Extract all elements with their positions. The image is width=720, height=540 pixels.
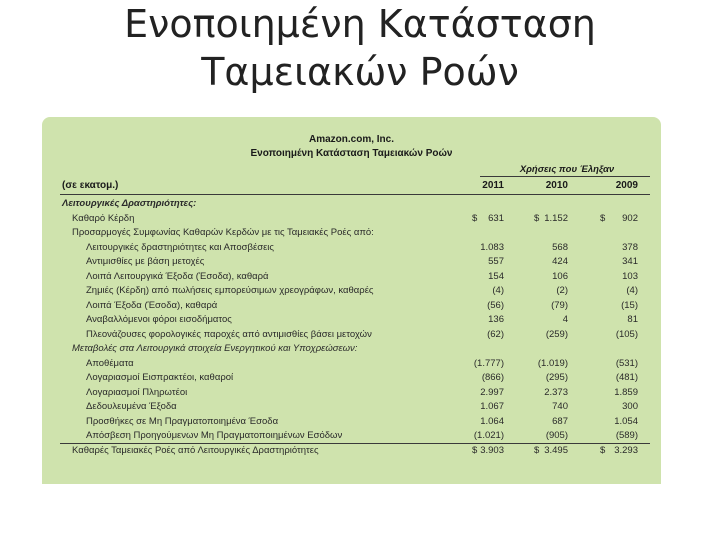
row-label: Λοιπά Έξοδα (Έσοδα), καθαρά [86, 299, 218, 311]
row-label: Αντιμισθίες με βάση μετοχές [86, 256, 205, 267]
row-label: Προσθήκες σε Μη Πραγματοποιημένα Έσοδα [86, 415, 279, 427]
company-name: Amazon.com, Inc. [308, 134, 394, 145]
table-row [42, 226, 661, 241]
row-label: Λογαριασμοί Πληρωτέοι [86, 386, 188, 398]
value-2010: 1.152 [544, 212, 568, 224]
table-row [42, 371, 661, 386]
value-2011: 1.064 [480, 415, 504, 427]
value-2010: 4 [562, 314, 568, 325]
row-label: Λοιπά Λειτουργικά Έξοδα (Έσοδα), καθαρά [86, 270, 269, 282]
slide-title [0, 0, 720, 96]
row-label: Αναβαλλόμενοι φόροι εισοδήματος [86, 314, 232, 325]
value-2010: 2.373 [544, 386, 568, 398]
value-2011: 631 [488, 212, 504, 224]
value-2009: (105) [615, 328, 638, 340]
value-2011: (56) [487, 299, 504, 311]
table-row [42, 342, 661, 357]
value-2010: (259) [545, 328, 568, 340]
value-2010: 740 [552, 401, 568, 412]
value-2009: 1.054 [614, 415, 638, 427]
slide-title-line1: Ενοποιημένη Κατάσταση [124, 2, 596, 46]
row-label: Καθαρές Ταμειακές Ροές από Λειτουργικές Δραστηριότητες [72, 444, 319, 456]
period-rule [480, 176, 650, 177]
table-row [42, 415, 661, 430]
value-2009: 1.859 [614, 386, 638, 398]
table-row [42, 386, 661, 401]
row-label: Πλεονάζουσες φορολογικές παροχές από αντιμισθίες βάσει μετοχών [86, 328, 372, 340]
total-row [42, 444, 661, 459]
header-rule [60, 194, 650, 195]
table-row [42, 241, 661, 256]
currency-symbol: $ [534, 444, 540, 456]
value-2009: 103 [622, 270, 638, 282]
table-row [42, 400, 661, 415]
currency-symbol: $ [472, 444, 478, 456]
value-2011: 557 [488, 256, 504, 267]
row-label: Μεταβολές στα Λειτουργικά στοιχεία Ενεργητικού και Υποχρεώσεων: [72, 343, 358, 354]
value-2010: (1.019) [537, 357, 568, 369]
value-2009: (531) [615, 357, 638, 369]
units-label: (σε εκατομ.) [62, 180, 119, 191]
value-2010: 3.495 [544, 444, 568, 456]
table-row [42, 197, 661, 212]
row-label: Προσαρμογές Συμφωνίας Καθαρών Κερδών με τις Ταμειακές Ροές από: [72, 227, 374, 238]
row-label: Λειτουργικές Δραστηριότητες: [62, 198, 197, 209]
value-2009: 300 [622, 401, 638, 412]
table-row [42, 328, 661, 343]
row-label: Λειτουργικές δραστηριότητες και Αποσβέσεις [86, 241, 274, 253]
statement-subtitle: Ενοποιημένη Κατάσταση Ταμειακών Ροών [250, 148, 453, 159]
currency-symbol: $ [472, 212, 478, 224]
value-2009: (589) [615, 430, 638, 441]
value-2011: 154 [488, 270, 504, 282]
value-2010: (79) [551, 299, 568, 311]
currency-symbol: $ [600, 444, 606, 456]
row-label: Λογαριασμοί Εισπρακτέοι, καθαροί [86, 372, 234, 383]
value-2009: 902 [622, 212, 638, 224]
year-header-2009: 2009 [615, 180, 638, 191]
value-2011: 3.903 [480, 444, 504, 456]
period-header: Χρήσεις που Έληξαν [519, 164, 615, 175]
value-2011: (1.777) [473, 357, 504, 369]
value-2009: (15) [621, 299, 638, 311]
table-row [42, 313, 661, 328]
value-2009: 81 [627, 314, 638, 325]
table-row [42, 270, 661, 285]
row-label: Απόσβεση Προηγούμενων Μη Πραγματοποιημένων Εσόδων [86, 430, 343, 441]
value-2011: (866) [481, 372, 504, 383]
total-rule [60, 443, 650, 444]
table-row [42, 357, 661, 372]
table-row [42, 212, 661, 227]
value-2010: 424 [552, 256, 568, 267]
value-2010: 106 [552, 270, 568, 282]
value-2011: (4) [492, 285, 504, 296]
table-row [42, 284, 661, 299]
year-header-2010: 2010 [545, 180, 568, 191]
value-2011: 1.083 [480, 241, 504, 253]
value-2010: 568 [552, 241, 568, 253]
year-header-2011: 2011 [482, 180, 504, 191]
value-2009: (4) [626, 285, 638, 296]
value-2010: (2) [556, 285, 568, 296]
value-2011: 136 [488, 314, 504, 325]
value-2009: 378 [622, 241, 638, 253]
cash-flow-statement-panel [42, 117, 661, 484]
row-label: Καθαρό Κέρδη [72, 212, 135, 224]
table-row [42, 299, 661, 314]
value-2009: 341 [622, 256, 638, 267]
value-2010: (905) [545, 430, 568, 441]
value-2011: 2.997 [480, 386, 504, 398]
value-2009: (481) [615, 372, 638, 383]
value-2011: 1.067 [480, 401, 504, 412]
row-label: Αποθέματα [86, 357, 134, 369]
row-label: Δεδουλευμένα Έξοδα [86, 401, 177, 412]
value-2011: (62) [487, 328, 504, 340]
value-2011: (1.021) [473, 430, 504, 441]
currency-symbol: $ [600, 212, 606, 224]
value-2009: 3.293 [614, 444, 638, 456]
value-2010: (295) [545, 372, 568, 383]
table-row [42, 255, 661, 270]
currency-symbol: $ [534, 212, 540, 224]
value-2010: 687 [552, 415, 568, 427]
slide-title-line2: Ταμειακών Ροών [201, 50, 519, 94]
row-label: Ζημιές (Κέρδη) από πωλήσεις εμπορεύσιμων χρεογράφων, καθαρές [86, 285, 374, 296]
